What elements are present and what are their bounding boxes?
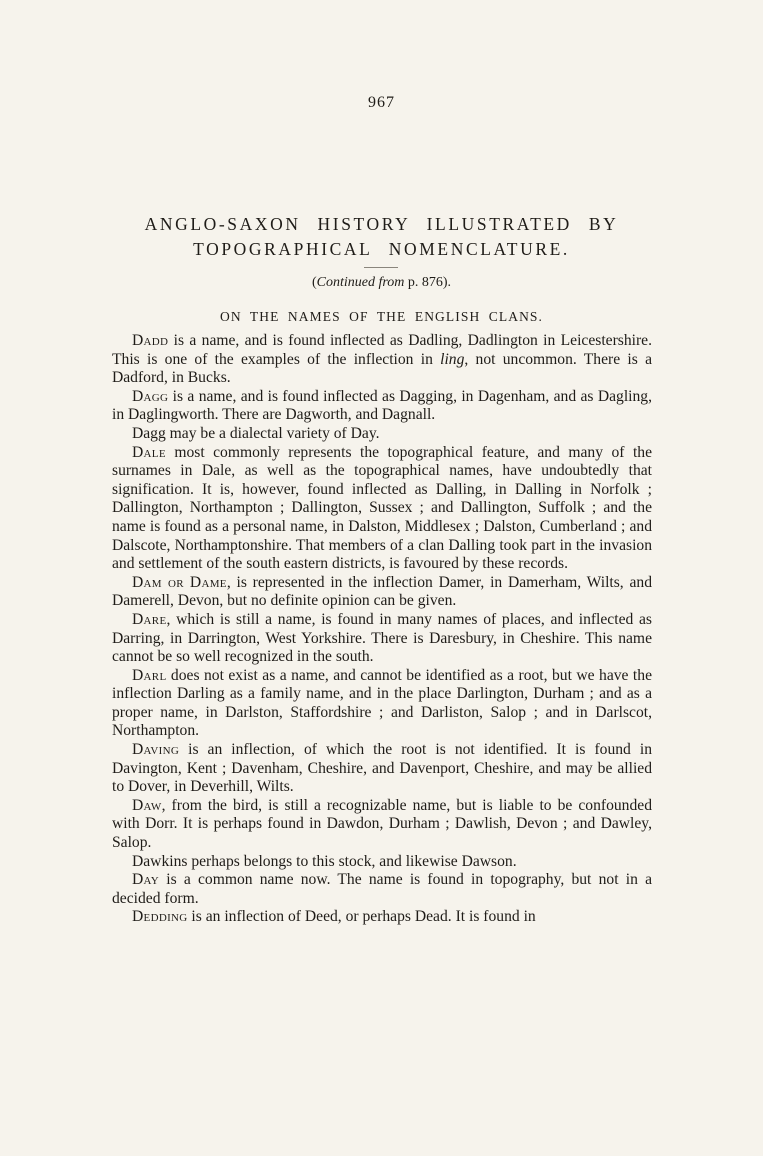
continuation-label: Continued from <box>316 275 405 290</box>
entry-paragraph <box>112 332 652 388</box>
entry-text: does not exist as a name, and cannot be identified as a root, but we have the inflection Darling as a family name, and in the place Darlington, Durham ; and as a proper name, in Darlston, Staffordshire ; and Darliston, Salop ; and in Darlscot, Northampton. <box>112 666 652 740</box>
entry-paragraph <box>112 797 652 853</box>
entry-paragraph <box>112 871 652 908</box>
entry-text-tail: , not uncommon. There is a Dadford, in Bucks. <box>112 350 652 387</box>
title-divider <box>364 267 398 268</box>
entry-headword: Dare <box>132 610 167 628</box>
entry-paragraph <box>112 388 652 425</box>
entry-text: , is represented in the inflection Damer, in Damerham, Wilts, and Damerell, Devon, but no definite opinion can be given. <box>112 573 652 610</box>
entry-text: is a name, and is found inflected as Dagging, in Dagenham, and as Dagling, in Daglingworth. There are Dagworth, and Dagnall. <box>112 387 652 424</box>
page-number: 967 <box>368 94 395 111</box>
entry-text: is a name, and is found inflected as Dadling, Dadlington in Leicestershire. This is one of the examples of the inflection in <box>112 332 652 368</box>
entry-emphasis: ling <box>440 350 465 368</box>
entry-headword: Dedding <box>132 908 188 926</box>
section-subtitle: ON THE NAMES OF THE ENGLISH CLANS. <box>219 309 544 324</box>
entry-text: is an inflection of Deed, or perhaps Dead. It is found in <box>187 908 536 926</box>
entry-headword: Dagg <box>132 387 169 405</box>
entry-paragraph <box>112 853 652 872</box>
entry-headword: Dam or Dame <box>132 573 227 591</box>
entry-headword: Daving <box>132 741 180 759</box>
entry-text: is a common name now. The name is found in topography, but not in a decided form. <box>112 871 652 907</box>
entry-paragraph <box>112 611 652 667</box>
entry-paragraph <box>112 444 652 574</box>
article-body <box>112 332 652 927</box>
continuation-reference: p. 876 <box>407 275 443 290</box>
entry-paragraph <box>112 741 652 797</box>
entry-paragraph <box>112 425 652 444</box>
entry-paragraph <box>112 667 652 741</box>
entry-text: , which is still a name, is found in many names of places, and inflected as Darring, in Darrington, West Yorkshire. There is Daresbury, in Cheshire. This name cannot be so well recognized in the south. <box>112 610 652 666</box>
continuation-note: (Continued from p. 876). <box>311 275 452 290</box>
entry-text: is an inflection, of which the root is not identified. It is found in Davington, Kent ; Davenham, Cheshire, and Davenport, Cheshire, and may be allied to Dover, in Deverhill, Wilts. <box>112 741 652 796</box>
entry-paragraph <box>112 908 652 927</box>
entry-headword: Dadd <box>132 332 169 349</box>
entry-headword: Dale <box>132 443 166 461</box>
entry-text: , from the bird, is still a recognizable name, but is liable to be confounded with Dorr. It is perhaps found in Dawdon, Durham ; Dawlish, Devon ; and Dawley, Salop. <box>112 796 652 852</box>
entry-text: Dawkins perhaps belongs to this stock, and likewise Dawson. <box>132 852 517 870</box>
entry-headword: Darl <box>132 666 167 684</box>
article-title-line-1: ANGLO-SAXON HISTORY ILLUSTRATED BY <box>144 214 619 234</box>
entry-headword: Daw <box>132 796 162 814</box>
entry-paragraph <box>112 574 652 611</box>
entry-text: most commonly represents the topographical feature, and many of the surnames in Dale, as well as the topographical names, have undoubtedly that signification. It is, however, found inflected as Dalling, in Dalling in Norfolk ; Dallington, Northampton ; Dallington, Sussex ; and Dallington, Suffolk ; and the name is found as a personal name, in Dalston, Middlesex ; Dalston, Cumberland ; and Dalscote, Northamptonshire. That members of a clan Dalling took part in the invasion and settlement of the south eastern districts, is favoured by these records. <box>112 443 652 573</box>
entry-text: Dagg may be a dialectal variety of Day. <box>132 424 380 442</box>
entry-headword: Day <box>132 871 160 889</box>
article-title <box>100 212 663 262</box>
article-title-line-2: TOPOGRAPHICAL NOMENCLATURE. <box>193 239 570 259</box>
